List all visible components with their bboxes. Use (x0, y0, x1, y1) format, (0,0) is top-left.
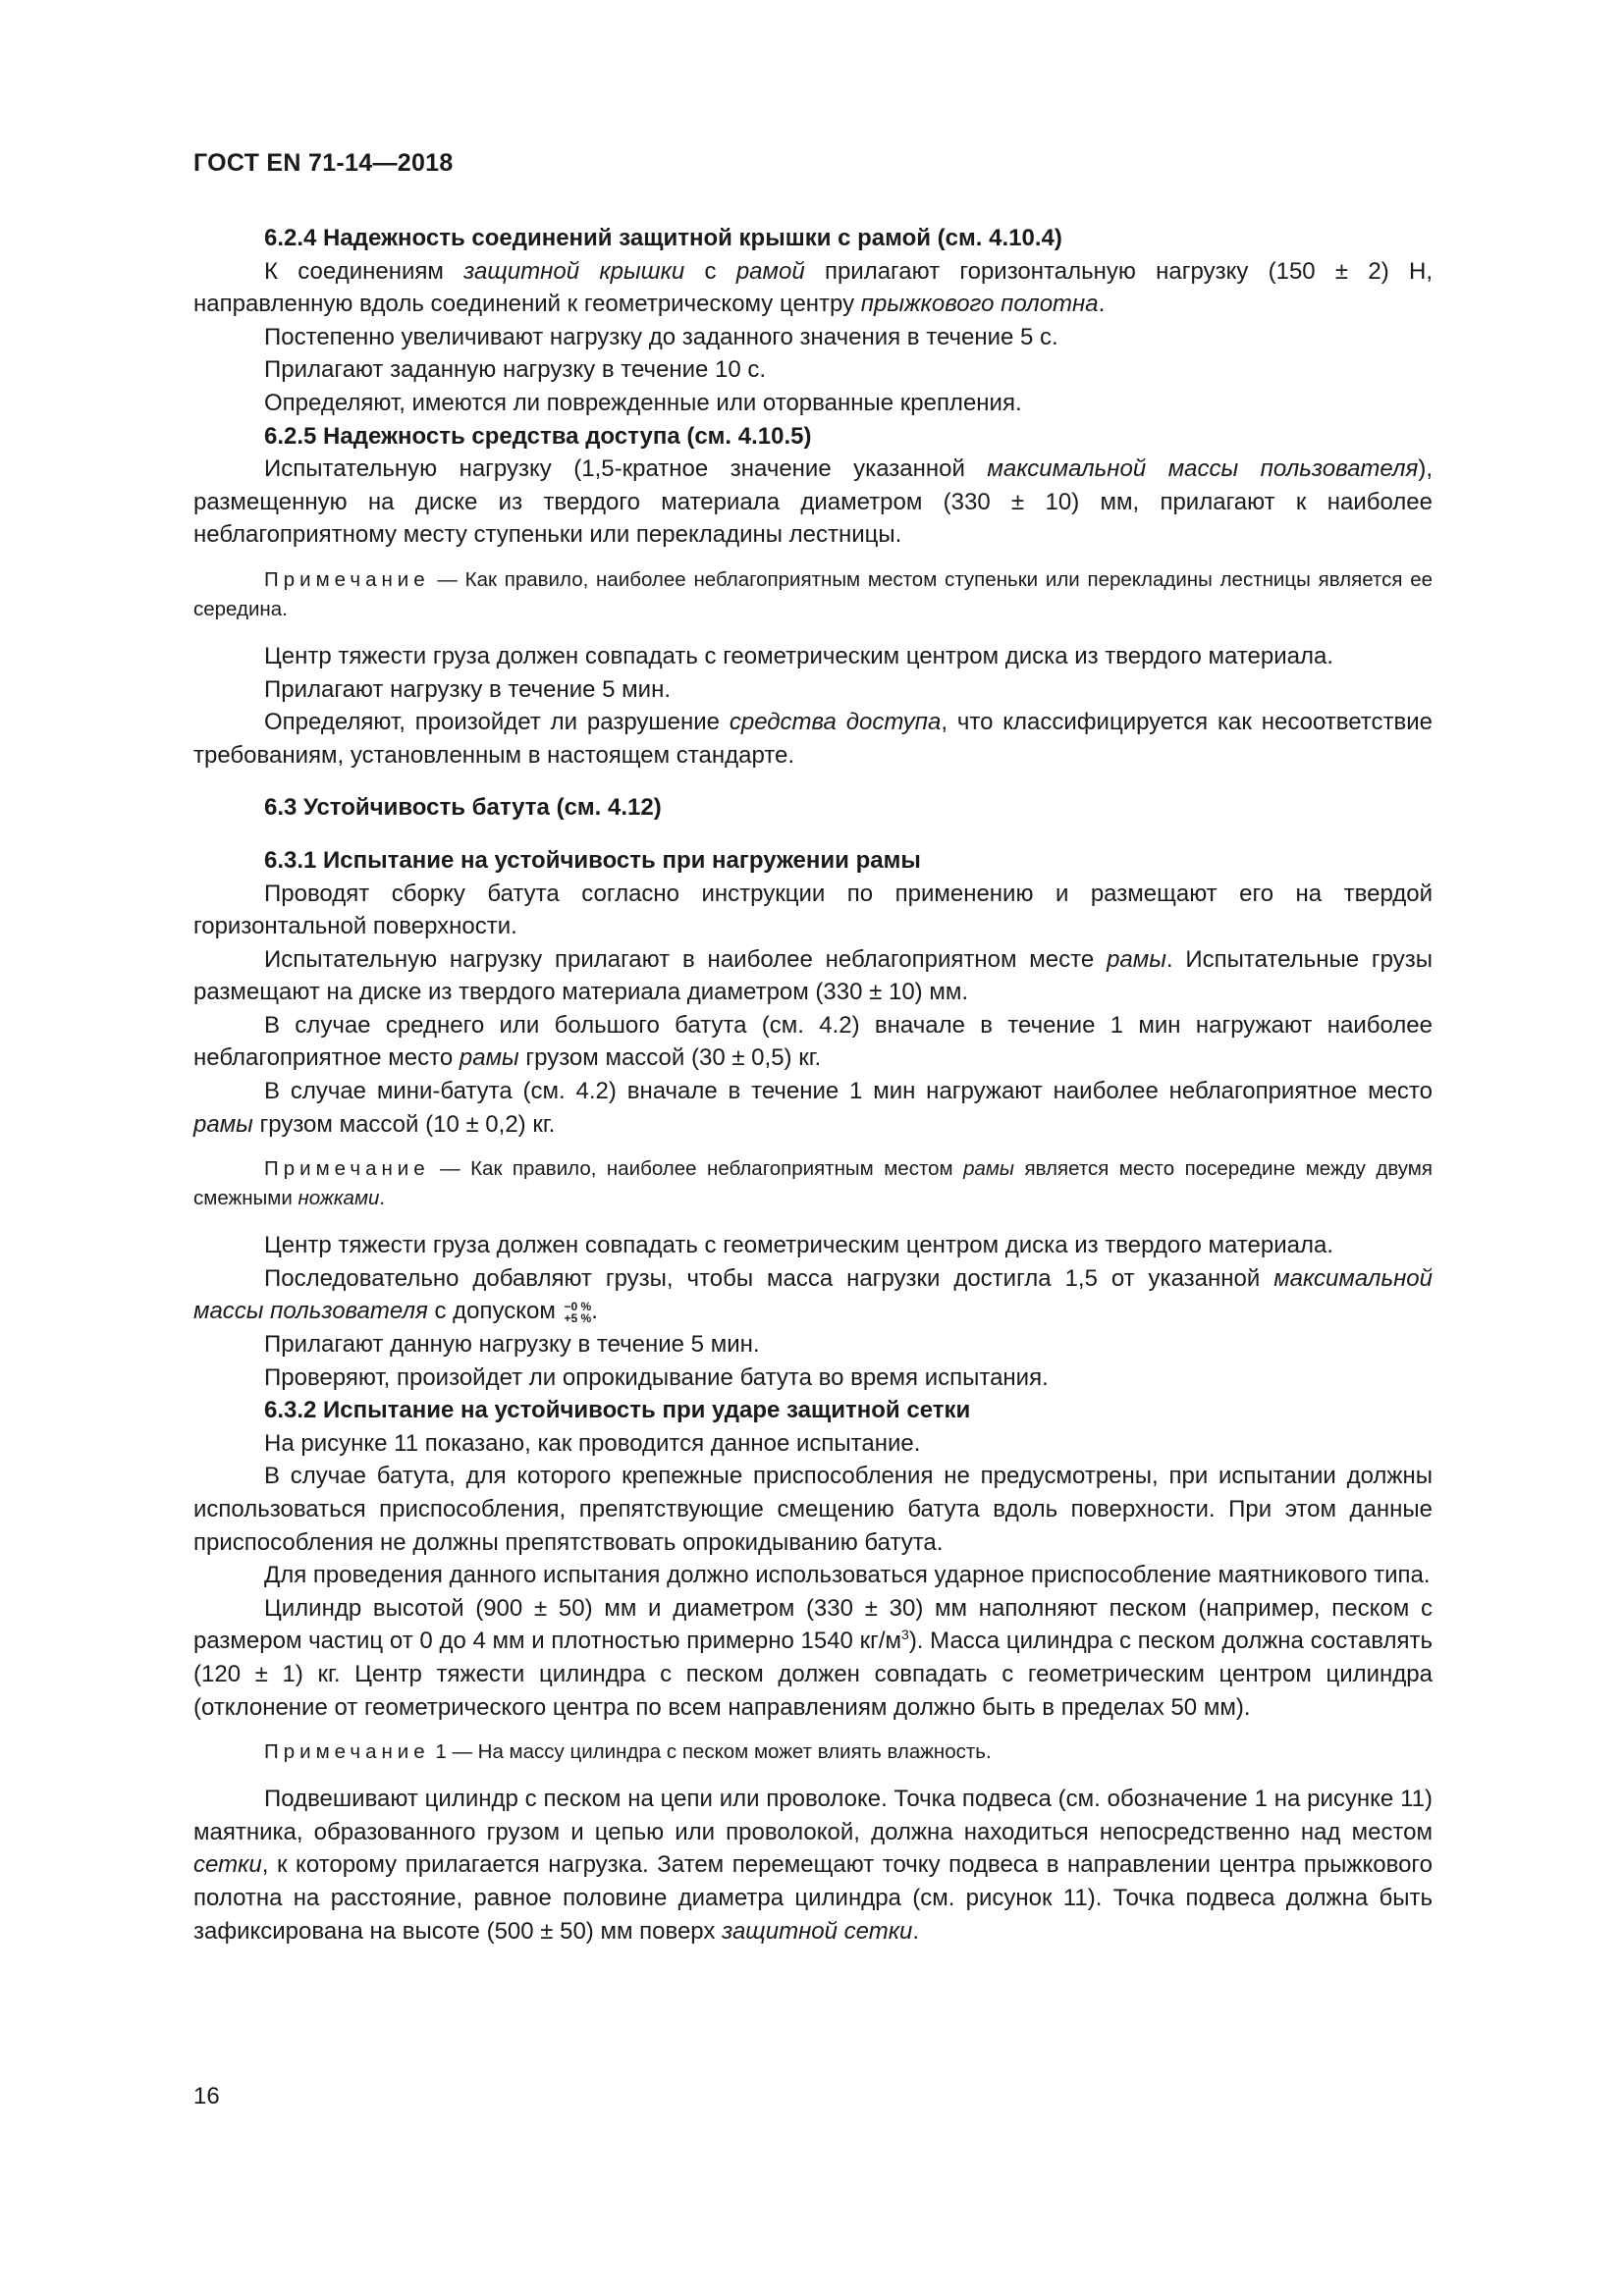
section-6-2-5-paragraph-3: Прилагают нагрузку в течение 5 мин. (264, 675, 671, 703)
section-6-2-4-paragraph-3: Прилагают заданную нагрузку в течение 10 с. (264, 356, 767, 384)
section-6-3-2-paragraph-3: Для проведения данного испытания должно использоваться ударное приспособление маятникового типа. (264, 1562, 1431, 1589)
section-6-2-4-title: 6.2.4 Надежность соединений защитной крышки с рамой (см. 4.10.4) (264, 225, 1062, 251)
section-6-3-2-title: 6.3.2 Испытание на устойчивость при ударе защитной сетки (264, 1397, 971, 1424)
section-6-2-5-paragraph-4: Определяют, произойдет ли разрушение средства доступа, что классифицируется как несоответствие требованиям, установленным в настоящем стандарте. (193, 709, 1433, 769)
section-6-2-4-paragraph-4: Определяют, имеются ли поврежденные или оторванные крепления. (264, 389, 1022, 416)
section-6-3-title: 6.3 Устойчивость батута (см. 4.12) (264, 794, 662, 822)
section-6-3-2-paragraph-4: Цилиндр высотой (900 ± 50) мм и диаметром (330 ± 30) мм наполняют песком (например, песком с размером частиц от 0 до 4 мм и плотностью примерно 1540 $кг/м^3$). Масса цилиндра с песком должна составлять (120 ± 1) кг. Центр тяжести цилиндра с песком должен совпадать с геометрическим центром цилиндра (отклонение от геометрического центра по всем направлениям должно быть в пределах 50 мм). (193, 1594, 1433, 1721)
section-6-2-4-paragraph-2: Постепенно увеличивают нагрузку до заданного значения в течение 5 с. (264, 323, 1058, 350)
section-6-3-1-paragraph-8: Проверяют, произойдет ли опрокидывание батута во время испытания. (264, 1363, 1049, 1391)
section-6-3-1-paragraph-6: Последовательно добавляют грузы, чтобы масса нагрузки достигла 1,5 от указанной максимальной массы пользователя с допуском −0 % +5 % . (193, 1264, 1433, 1326)
note-label: Примечание (264, 1157, 430, 1181)
page-header-standard: ГОСТ EN 71-14—2018 (193, 149, 454, 177)
section-6-2-5-paragraph-2: Центр тяжести груза должен совпадать с геометрическим центром диска из твердого материала. (264, 642, 1334, 669)
section-6-3-2-paragraph-5: Подвешивают цилиндр с песком на цепи или проволоке. Точка подвеса (см. обозначение 1 на рисунке 11) маятника, образованного грузом и цепью или проволокой, должна находиться непосредственно над местом сетки, к которому прилагается нагрузка. Затем перемещают точку подвеса в направлении центра прыжкового полотна на расстояние, равное половине диаметра цилиндра (см. рисунок 11). Точка подвеса должна быть зафиксирована на высоте (500 ± 50) мм поверх защитной сетки. (193, 1786, 1433, 1945)
section-6-2-5-title: 6.2.5 Надежность средства доступа (см. 4.10.5) (264, 422, 812, 450)
section-6-3-2-note: Примечание 1 — На массу цилиндра с песком может влиять влажность. (264, 1740, 992, 1764)
section-6-3-2-paragraph-2: В случае батута, для которого крепежные приспособления не предусмотрены, при испытании должны использоваться приспособления, препятствующие смещению батута вдоль поверхности. При этом данные приспособления не должны препятствовать опрокидыванию батута. (193, 1463, 1433, 1556)
section-6-3-1-paragraph-7: Прилагают данную нагрузку в течение 5 мин. (264, 1331, 760, 1359)
section-6-3-1-title: 6.3.1 Испытание на устойчивость при нагружении рамы (264, 846, 921, 874)
section-6-3-1-paragraph-5: Центр тяжести груза должен совпадать с геометрическим центром диска из твердого материала. (264, 1232, 1334, 1259)
section-6-2-5-note: Примечание — Как правило, наиболее неблагоприятным местом ступеньки или перекладины лестницы является ее середина. (193, 567, 1433, 620)
section-6-3-1-paragraph-2: Испытательную нагрузку прилагают в наиболее неблагоприятном месте рамы. Испытательные грузы размещают на диске из твердого материала диаметром (330 ± 10) мм. (193, 945, 1433, 1006)
section-6-2-4-paragraph-1: К соединениям защитной крышки с рамой прилагают горизонтальную нагрузку (150 ± 2) Н, направленную вдоль соединений к геометрическому центру прыжкового полотна. (193, 257, 1433, 318)
page-number: 16 (193, 2083, 220, 2109)
section-6-2-5-paragraph-1: Испытательную нагрузку (1,5-кратное значение указанной максимальной массы пользователя), размещенную на диске из твердого материала диаметром (330 ± 10) мм, прилагают к наиболее неблагоприятному месту ступеньки или перекладины лестницы. (193, 455, 1434, 549)
section-6-3-1-paragraph-4: В случае мини-батута (см. 4.2) вначале в течение 1 мин нагружают наиболее неблагоприятное место рамы грузом массой (10 ± 0,2) кг. (193, 1078, 1433, 1138)
note-label: Примечание (264, 1740, 430, 1764)
note-label: Примечание (264, 567, 430, 591)
section-6-3-1-note: Примечание — Как правило, наиболее неблагоприятным местом рамы является место посередине между двумя смежными ножками. (193, 1157, 1433, 1210)
section-6-3-2-paragraph-1: На рисунке 11 показано, как проводится данное испытание. (264, 1429, 921, 1457)
tolerance-stack: −0 % +5 % (564, 1300, 592, 1326)
document-body (193, 222, 1433, 1948)
section-6-3-1-paragraph-1: Проводят сборку батута согласно инструкции по применению и размещают его на твердой горизонтальной поверхности. (193, 880, 1433, 940)
section-6-3-1-paragraph-3: В случае среднего или большого батута (см. 4.2) вначале в течение 1 мин нагружают наиболее неблагоприятное место рамы грузом массой (30 ± 0,5) кг. (193, 1011, 1433, 1072)
